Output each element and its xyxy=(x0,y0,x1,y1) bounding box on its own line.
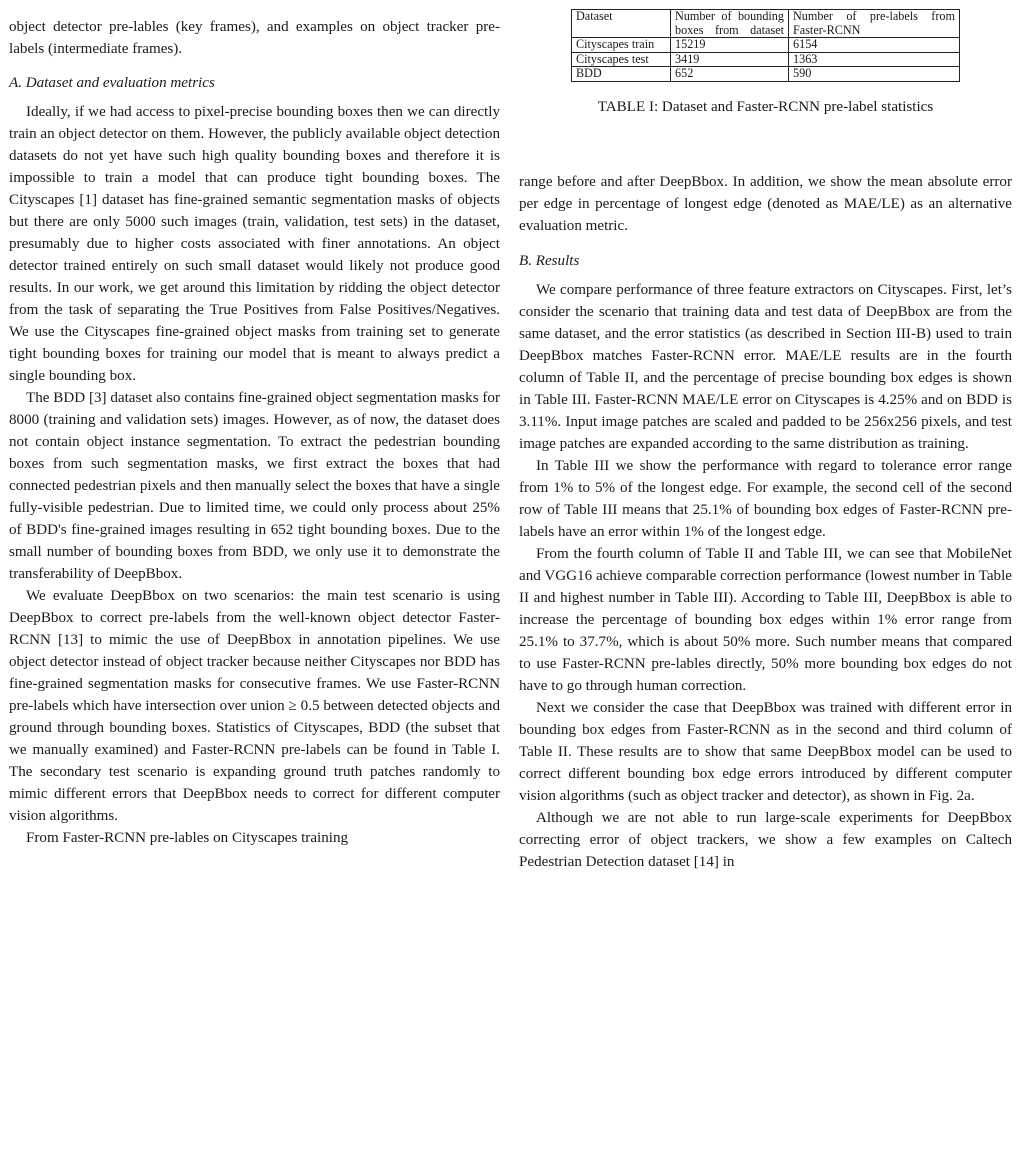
table-cell: 6154 xyxy=(789,38,960,53)
table-cell: BDD xyxy=(572,67,671,82)
table-cell: 3419 xyxy=(671,52,789,67)
paragraph-mobilenet-vgg16: From the fourth column of Table II and Table III, we can see that MobileNet and VGG16 achieve comparable correction performance (lowest number in Table II and highest number in Table III). According to Table III, DeepBbox is able to increase the percentage of bounding box edges within 1% error range from 25.1% to 37.7%, which is about 50% more. Such number means that compared to use Faster-RCNN pre-lables directly, 50% more bounding box edges do not have to go through human correction. xyxy=(519,545,1012,694)
paragraph-feature-extractors: We compare performance of three feature extractors on Cityscapes. First, let’s consider the scenario that training data and test data of DeepBbox are from the same dataset, and the error statistics (as described in Section III-B) used to train DeepBbox matches Faster-RCNN error. MAE/LE results are in the fourth column of Table II, and the percentage of precise bounding box edges is shown in Table III. Faster-RCNN MAE/LE error on Cityscapes is 4.25% and on BDD is 3.11%. Input image patches are scaled and padded to be 256x256 pixels, and test image patches are expanded according to the same distribution as training. xyxy=(519,281,1012,452)
paragraph-bdd-dataset: The BDD [3] dataset also contains fine-grained object segmentation masks for 8000 (training and validation sets) images. However, as of now, the dataset does not contain object instance segmentation. To extract the pedestrian bounding boxes from such segmentation masks, we first extract the boxes that had connected pedestrian pixels and then manually select the boxes that have a single fully-visible pedestrian. Due to limited time, we could only process about 25% of BDD's fine-grained images resulting in 652 tight bounding boxes. Due to the small number of bounding boxes from BDD, we only use it to demonstrate the transferability of DeepBbox. xyxy=(9,390,500,582)
table-row xyxy=(572,67,960,82)
right-column xyxy=(519,0,1012,873)
left-column xyxy=(9,0,500,849)
table-cell: 652 xyxy=(671,67,789,82)
table-header-cell: Dataset xyxy=(572,10,671,38)
table-1 xyxy=(571,9,960,82)
paragraph-evaluation-scenarios: We evaluate DeepBbox on two scenarios: the main test scenario is using DeepBbox to correct pre-labels from the well-known object detector Faster-RCNN [13] to mimic the use of DeepBbox in annotation pipelines. We use object detector instead of object tracker because neither Cityscapes nor BDD has fine-grained segmentation masks for consecutive frames. We use Faster-RCNN pre-labels which have intersection over union ≥ 0.5 between detected objects and ground through bounding boxes. Statistics of Cityscapes, BDD (the subset that we manually examined) and Faster-RCNN pre-labels can be found in Table I. The secondary test scenario is expanding ground truth patches randomly to mimic different errors that DeepBbox needs to correct for different computer vision algorithms. xyxy=(9,588,500,824)
paragraph-table-iii: In Table III we show the performance with regard to tolerance error range from 1% to 5% of the longest edge. For example, the second cell of the second row of Table III means that 25.1% of bounding box edges of Faster-RCNN pre-labels have an error within 1% of the longest edge. xyxy=(519,457,1012,540)
paragraph-mae-le: range before and after DeepBbox. In addition, we show the mean absolute error per edge in percentage of longest edge (denoted as MAE/LE) as an alternative evaluation metric. xyxy=(519,173,1012,234)
table-header-cell: Number of pre-labels from Faster-RCNN xyxy=(789,10,960,38)
table-1-caption: TABLE I: Dataset and Faster-RCNN pre-label statistics xyxy=(597,98,934,115)
section-b-heading: B. Results xyxy=(519,252,580,269)
intro-tail-paragraph: object detector pre-lables (key frames), and examples on object tracker pre-labels (intermediate frames). xyxy=(9,19,500,57)
section-a-heading: A. Dataset and evaluation metrics xyxy=(9,75,215,91)
table-header-row xyxy=(572,10,960,38)
paragraph-different-error: Next we consider the case that DeepBbox was trained with different error in bounding box edges from Faster-RCNN as in the second and third column of Table II. These results are to show that same DeepBbox model can be used to correct different bounding box edge errors introduced by different computer vision algorithms (such as object tracker and detector), as shown in Fig. 2a. xyxy=(519,699,1012,804)
table-cell: 1363 xyxy=(789,52,960,67)
table-header-cell: Number of bounding boxes from dataset xyxy=(671,10,789,38)
table-1-block xyxy=(519,9,1012,118)
table-row xyxy=(572,38,960,53)
table-cell: 15219 xyxy=(671,38,789,53)
table-cell: Cityscapes test xyxy=(572,52,671,67)
table-cell: 590 xyxy=(789,67,960,82)
paragraph-object-trackers: Although we are not able to run large-scale experiments for DeepBbox correcting error of object trackers, we show a few examples on Caltech Pedestrian Detection dataset [14] in xyxy=(519,809,1012,870)
paragraph-faster-rcnn-start: From Faster-RCNN pre-lables on Cityscapes training xyxy=(26,830,349,846)
table-row xyxy=(572,52,960,67)
paragraph-pixel-precise: Ideally, if we had access to pixel-precise bounding boxes then we can directly train an object detector on them. However, the publicly available object detection datasets do not yet have such high quality bounding boxes and therefore it is impossible to train a model that can produce tight bounding boxes. The Cityscapes [1] dataset has fine-grained semantic segmentation masks of objects but there are only 5000 such images (train, validation, test sets) in the dataset, presumably due to higher costs associated with finer annotations. An object detector trained entirely on such small dataset would likely not produce good results. In our work, we get around this limitation by ridding the object detector from the task of separating the True Positives from False Positives/Negatives. We use the Cityscapes fine-grained object masks from training set to generate tight bounding boxes for training our model that is meant to always predict a single bounding box. xyxy=(9,104,501,384)
table-cell: Cityscapes train xyxy=(572,38,671,53)
